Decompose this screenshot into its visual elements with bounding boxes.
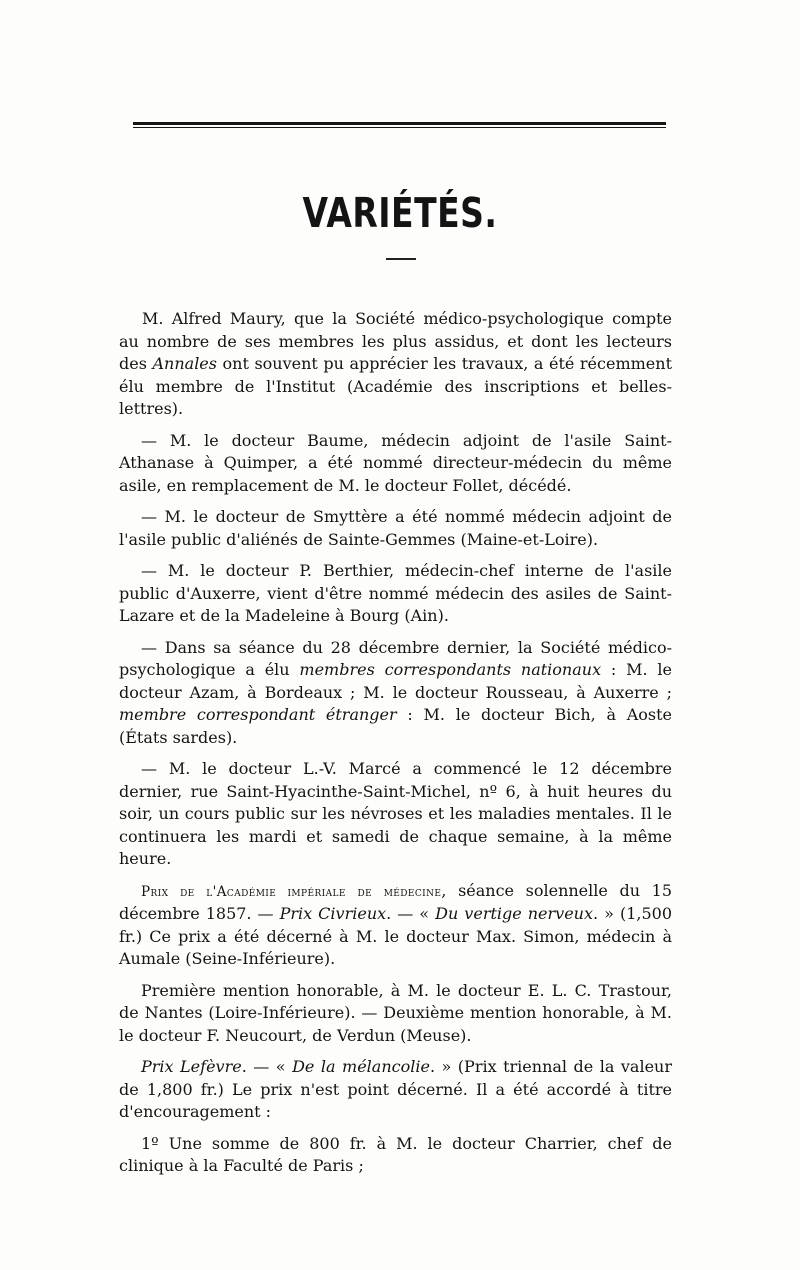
top-rule-thin (133, 127, 666, 128)
prix-civrieux: Prix Civrieux (279, 904, 387, 923)
prix-text-b: . — « (386, 904, 436, 923)
paragraph-seance (119, 637, 672, 750)
maury-text-a: , que la Société médico-psychologique compte au nombre de ses membres les plus assidus, et dont les lecteurs des (119, 309, 672, 373)
annales-title: Annales (152, 354, 217, 373)
page-title: VARIÉTÉS. (302, 188, 498, 237)
prix-word: Prix (141, 883, 169, 900)
maury-name: M. Alfred Maury (142, 309, 281, 328)
seance-text-c: : M. le docteur Bich, à Aoste (États sardes). (119, 705, 673, 747)
de-word-2: de (357, 883, 373, 900)
paragraph-charrier: 1º Une somme de 800 fr. à M. le docteur Charrier, chef de clinique à la Faculté de Paris ; (119, 1133, 672, 1175)
medecine-word: médecine (383, 883, 442, 900)
membre-etranger: membre correspondant étranger (119, 705, 397, 724)
academie-words: l'Académie impériale (206, 883, 346, 900)
vertige-title: Du vertige nerveux (435, 904, 594, 923)
paragraph-prix-academie (119, 880, 672, 971)
paragraph-marce: — M. le docteur L.-V. Marcé a commencé le 12 décembre dernier, rue Saint-Hyacinthe-Saint-Michel, nº 6, à huit heures du soir, un cours public sur les névroses et les maladies mentales. Il le continuera les mardi et samedi de chaque semaine, à la même heure. (119, 759, 672, 868)
lefevre-text-b: . » (Prix triennal de la valeur de 1,800 fr.) Le prix n'est point décerné. Il a été accordé à titre d'encouragement : (119, 1057, 673, 1121)
membres-correspondants: membres correspondants nationaux (299, 660, 602, 679)
paragraph-maury (119, 308, 672, 421)
seance-text-b: : M. le docteur Azam, à Bordeaux ; M. le docteur Rousseau, à Auxerre ; (119, 660, 673, 702)
paragraph-lefevre (119, 1056, 672, 1124)
maury-text-b: ont souvent pu apprécier les travaux, a été récemment élu membre de l'Institut (Académie des inscriptions et belles-lettres). (119, 354, 672, 418)
melancolie-title: De la mélancolie (292, 1057, 430, 1076)
prix-text-c: . » (1,500 fr.) Ce prix a été décerné à M. le docteur Max. Simon, médecin à Aumale (Seine-Inférieure). (119, 904, 673, 968)
lefevre-text-a: . — « (241, 1057, 293, 1076)
paragraph-berthier: — M. le docteur P. Berthier, médecin-chef interne de l'asile public d'Auxerre, vient d'être nommé médecin des asiles de Saint-Lazare et de la Madeleine à Bourg (Ain). (119, 561, 672, 625)
prix-lefevre: Prix Lefèvre (141, 1057, 242, 1076)
seance-text-a: — Dans sa séance du 28 décembre dernier, la Société médico-psychologique a élu (119, 637, 672, 679)
paragraph-baume: — M. le docteur Baume, médecin adjoint de l'asile Saint-Athanase à Quimper, a été nommé directeur-médecin du même asile, en remplacement de M. le docteur Follet, décédé. (119, 430, 672, 495)
prix-text-a: , séance solennelle du 15 décembre 1857. — (119, 880, 672, 923)
paragraph-mentions: Première mention honorable, à M. le docteur E. L. C. Trastour, de Nantes (Loire-Inférieure). — Deuxième mention honorable, à M. le docteur F. Neucourt, de Verdun (Meuse). (119, 980, 672, 1045)
paragraph-smyttere: — M. le docteur de Smyttère a été nommé médecin adjoint de l'asile public d'aliénés de Sainte-Gemmes (Maine-et-Loire). (119, 507, 672, 549)
top-rule (133, 122, 666, 125)
de-word-1: de (180, 883, 195, 900)
title-separator (386, 258, 416, 260)
article-body (119, 308, 672, 1187)
